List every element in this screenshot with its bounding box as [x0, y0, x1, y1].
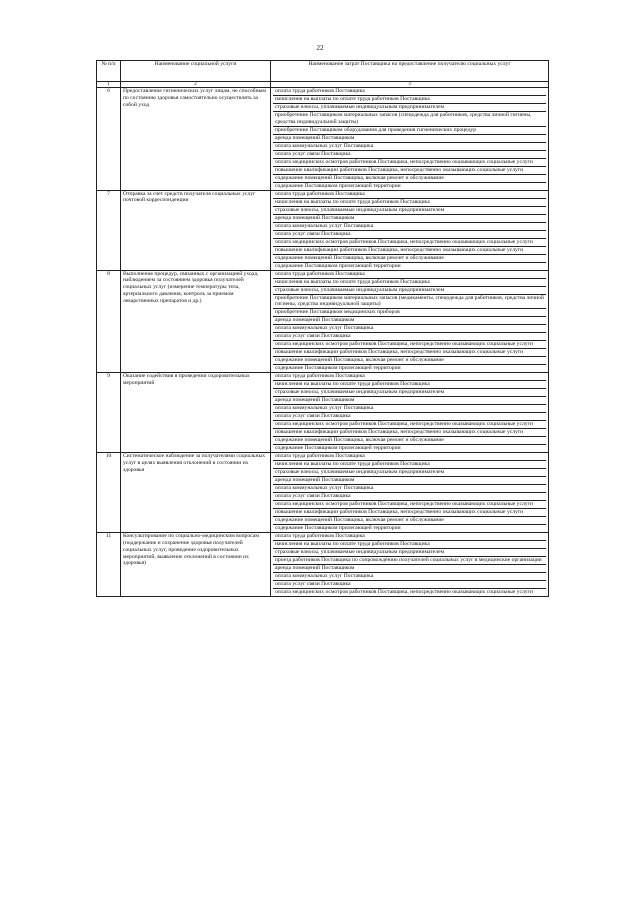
cost-item: содержание Поставщиком прилегающей территории [275, 262, 401, 269]
cost-item: приобретение Поставщиком оборудования для проведения гигиенических процедур [273, 127, 546, 135]
cost-item: повышение квалификации работников Поставщика, непосредственно оказывающих социальные услуги [273, 349, 546, 357]
cost-item: оплата коммунальных услуг Поставщика [273, 325, 546, 333]
cost-item: оплата труда работников Поставщика [273, 453, 546, 461]
cost-item: оплата труда работников Поставщика [273, 191, 546, 199]
cost-item: содержание Поставщиком прилегающей территории [275, 182, 401, 189]
service-name: Предоставление гигиенических услуг лицам, не способным по состоянию здоровья самостоятельно осуществлять за собой уход [121, 88, 271, 191]
cost-item: аренда помещений Поставщиком [273, 135, 546, 143]
cost-item: аренда помещений Поставщиком [273, 397, 546, 405]
cost-list [271, 270, 549, 373]
service-name: Выполнение процедур, связанных с организацией ухода, наблюдением за состоянием здоровья получателей социальных услуг (измерение температуры тела, артериального давления, контроль за приемом лекарственных препаратов и др.) [121, 270, 271, 373]
cost-item: оплата коммунальных услуг Поставщика [273, 143, 546, 151]
services-cost-table [96, 60, 549, 597]
cost-item: оплата услуг связи Поставщика [273, 151, 546, 159]
service-name: Оказание содействия в проведении оздоровительных мероприятий [121, 373, 271, 453]
cost-item: повышение квалификации работников Поставщика, непосредственно оказывающих социальные услуги [273, 509, 546, 517]
cost-item: повышение квалификации работников Поставщика, непосредственно оказывающих социальные услуги [273, 167, 546, 175]
page-number: 22 [316, 44, 324, 52]
cost-item: оплата труда работников Поставщика [273, 88, 546, 96]
cost-item: начисления на выплаты по оплате труда работников Поставщика [273, 199, 546, 207]
cost-item: приобретение Поставщиком медицинских приборов [273, 309, 546, 317]
row-number: 8 [97, 270, 121, 373]
row-number: 6 [97, 88, 121, 191]
table-row [97, 453, 549, 533]
cost-item: содержание Поставщиком прилегающей территории [275, 365, 401, 372]
cost-item: оплата коммунальных услуг Поставщика [273, 573, 546, 581]
cost-item: оплата услуг связи Поставщика [273, 493, 546, 501]
cost-item: оплата медицинских осмотров работников Поставщика, непосредственно оказывающих социальные услуги [273, 239, 546, 247]
table-row [97, 373, 549, 453]
header-num: № п/п [97, 61, 121, 82]
cost-item: приобретение Поставщиком материальных запасов (спецодежда для работников, средства личной гигиены, средства индивидуальной защиты) [273, 112, 546, 127]
cost-item: оплата медицинских осмотров работников Поставщика, непосредственно оказывающих социальные услуги [275, 589, 533, 596]
row-number: 10 [97, 453, 121, 533]
cost-item: страховые взносы, уплачиваемые индивидуальным предпринимателем [273, 207, 546, 215]
cost-list [271, 373, 549, 453]
cost-item: аренда помещений Поставщиком [273, 317, 546, 325]
cost-list [271, 190, 549, 270]
service-name: Систематическое наблюдение за получателями социальных услуг в целях выявления отклонений в состоянии их здоровья [121, 453, 271, 533]
cost-item: начисления на выплаты по оплате труда работников Поставщика [273, 541, 546, 549]
cost-item: оплата услуг связи Поставщика [273, 333, 546, 341]
cost-item: оплата коммунальных услуг Поставщика [273, 405, 546, 413]
cost-item: приобретение Поставщиком материальных запасов (медикаменты, спецодежда для работников, средства личной гигиены, средства индивидуальной защиты) [273, 295, 546, 310]
table-body [97, 88, 549, 597]
column-number: 3 [271, 82, 549, 88]
column-number: 1 [97, 82, 121, 88]
table-row [97, 190, 549, 270]
cost-item: оплата услуг связи Поставщика [273, 581, 546, 589]
cost-item: проезд работников Поставщика по сопровождению получателей социальных услуг в медицинские организации [273, 557, 546, 565]
cost-item: содержание Поставщиком прилегающей территории [275, 445, 401, 452]
table-header-row [97, 61, 549, 82]
cost-item: страховые взносы, уплачиваемые индивидуальным предпринимателем [273, 549, 546, 557]
cost-item: оплата коммунальных услуг Поставщика [273, 485, 546, 493]
header-cost: Наименование затрат Поставщика на предоставление получателю социальных услуг [271, 61, 549, 82]
cost-item: оплата медицинских осмотров работников Поставщика, непосредственно оказывающих социальные услуги [273, 501, 546, 509]
cost-item: начисления на выплаты по оплате труда работников Поставщика [273, 96, 546, 104]
cost-item: аренда помещений Поставщиком [273, 565, 546, 573]
cost-item: аренда помещений Поставщиком [273, 215, 546, 223]
cost-item: содержание помещений Поставщика, включая ремонт и обслуживание [273, 175, 546, 183]
service-name: Отправка за счет средств получателя социальных услуг почтовой корреспонденции [121, 190, 271, 270]
cost-item: повышение квалификации работников Поставщика, непосредственно оказывающих социальные услуги [273, 247, 546, 255]
service-name: Консультирование по социально-медицинским вопросам (поддержание и сохранение здоровья получателей социальных услуг, проведение оздоровительных мероприятий, выявление отклонений в состоянии их здоровья) [121, 533, 271, 597]
row-number: 7 [97, 190, 121, 270]
cost-item: оплата медицинских осмотров работников Поставщика, непосредственно оказывающих социальные услуги [273, 341, 546, 349]
cost-item: оплата медицинских осмотров работников Поставщика, непосредственно оказывающих социальные услуги [273, 159, 546, 167]
header-service: Наименование социальной услуги [121, 61, 271, 82]
cost-item: содержание помещений Поставщика, включая ремонт и обслуживание [273, 437, 546, 445]
table-row [97, 88, 549, 191]
cost-item: страховые взносы, уплачиваемые индивидуальным предпринимателем [273, 104, 546, 112]
cost-list [271, 88, 549, 191]
cost-item: начисления на выплаты по оплате труда работников Поставщика [273, 381, 546, 389]
table-row [97, 533, 549, 597]
row-number: 9 [97, 373, 121, 453]
cost-item: страховые взносы, уплачиваемые индивидуальным предпринимателем [273, 469, 546, 477]
cost-item: страховые взносы, уплачиваемые индивидуальным предпринимателем [273, 389, 546, 397]
cost-item: начисления на выплаты по оплате труда работников Поставщика [273, 279, 546, 287]
cost-item: оплата услуг связи Поставщика [273, 413, 546, 421]
column-number: 2 [121, 82, 271, 88]
cost-item: содержание Поставщиком прилегающей территории [275, 525, 401, 532]
cost-item: страховые взносы, уплачиваемые индивидуальным предпринимателем [273, 287, 546, 295]
cost-item: аренда помещений Поставщиком [273, 477, 546, 485]
cost-item: содержание помещений Поставщика, включая ремонт и обслуживание [273, 517, 546, 525]
cost-item: повышение квалификации работников Поставщика, непосредственно оказывающих социальные услуги [273, 429, 546, 437]
cost-item: оплата труда работников Поставщика [273, 533, 546, 541]
cost-item: оплата труда работников Поставщика [273, 373, 546, 381]
cost-item: оплата медицинских осмотров работников Поставщика, непосредственно оказывающих социальные услуги [273, 421, 546, 429]
cost-list [271, 453, 549, 533]
row-number: 11 [97, 533, 121, 597]
cost-list [271, 533, 549, 597]
cost-item: оплата труда работников Поставщика [273, 271, 546, 279]
cost-item: содержание помещений Поставщика, включая ремонт и обслуживание [273, 357, 546, 365]
cost-item: оплата услуг связи Поставщика [273, 231, 546, 239]
cost-item: оплата коммунальных услуг Поставщика [273, 223, 546, 231]
cost-item: содержание помещений Поставщика, включая ремонт и обслуживание [273, 255, 546, 263]
table-row [97, 270, 549, 373]
cost-item: начисления на выплаты по оплате труда работников Поставщика [273, 461, 546, 469]
